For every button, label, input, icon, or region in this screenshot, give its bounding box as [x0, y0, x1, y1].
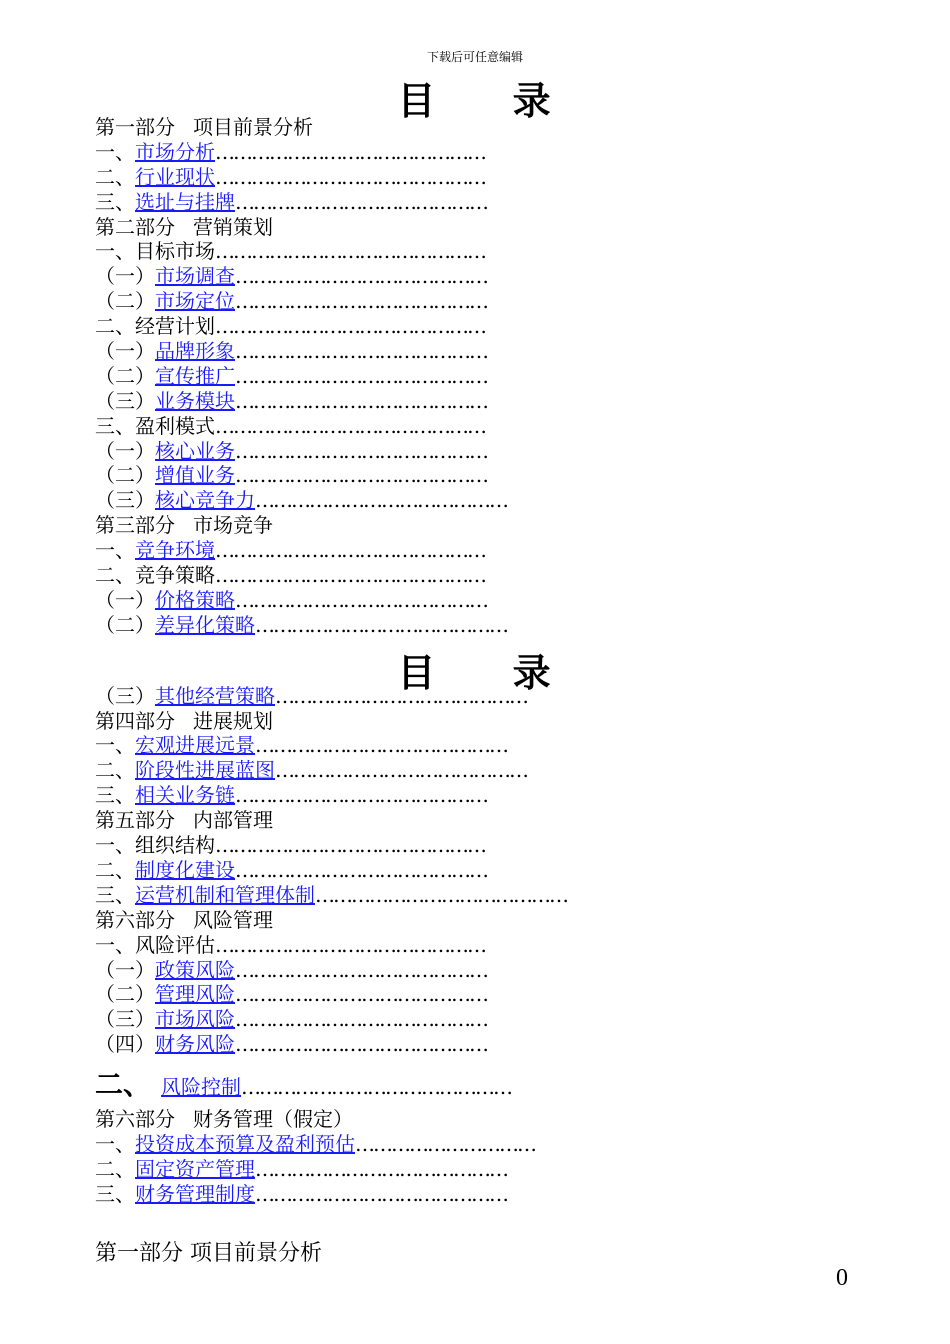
toc-leader-dots: ………………………………………: [215, 538, 485, 563]
toc-entry-prefix: （二）: [95, 289, 155, 314]
toc-entry: [95, 239, 915, 264]
toc-entry: [95, 463, 915, 488]
toc-link[interactable]: 财务管理制度: [135, 1181, 255, 1206]
toc-entry-prefix: 二、: [95, 1156, 135, 1181]
toc-entry-prefix: （一）: [95, 264, 155, 289]
toc-entry-prefix: 一、: [95, 1131, 135, 1156]
toc-title: 目 录: [397, 79, 553, 123]
toc-entry: [95, 414, 915, 439]
toc-entry: [95, 1032, 915, 1057]
toc-entry: [95, 883, 915, 908]
toc-entry-risk-control: [95, 1063, 915, 1107]
toc-entry-text: 进展规划: [193, 708, 273, 733]
toc-entry: [95, 140, 915, 165]
toc-entry: [95, 709, 915, 734]
toc-link[interactable]: 制度化建设: [135, 857, 235, 882]
toc-link[interactable]: 政策风险: [155, 957, 235, 982]
toc-entry-text: 目标市场: [135, 239, 215, 264]
toc-entry-text: 项目前景分析: [193, 115, 313, 139]
toc-entry: [95, 1107, 915, 1132]
toc-entry-prefix: 一、: [95, 733, 135, 758]
toc-link[interactable]: 价格策略: [155, 587, 235, 612]
toc-entry: [95, 165, 915, 190]
toc-leader-dots: ……………………………………: [235, 587, 487, 612]
toc-entry-prefix: 三、: [95, 882, 135, 907]
toc-leader-dots: ……………………………………: [235, 438, 487, 463]
toc-entry: [95, 289, 915, 314]
toc-entry-prefix: 一、: [95, 139, 135, 164]
toc-leader-dots: ……………………………………: [315, 882, 567, 907]
toc-link[interactable]: 宣传推广: [155, 363, 235, 388]
toc-entry: [95, 1182, 915, 1207]
toc-link[interactable]: 核心业务: [155, 438, 235, 463]
toc-entry-prefix: 二、: [95, 758, 135, 783]
toc-entry-prefix: 三、: [95, 189, 135, 214]
toc-entry-text: 经营计划: [135, 314, 215, 339]
section-heading: 第一部分 项目前景分析: [95, 1241, 322, 1266]
toc-entry: [95, 758, 915, 783]
toc-entry: [95, 908, 915, 933]
toc-leader-dots: ……………………………………: [235, 783, 487, 808]
toc-link[interactable]: 运营机制和管理体制: [135, 882, 315, 907]
toc-entry-prefix: （二）: [95, 363, 155, 388]
toc-link[interactable]: 财务风险: [155, 1032, 235, 1057]
toc-entry: [95, 215, 915, 240]
toc-entry: [95, 488, 915, 513]
toc-entry-prefix: 第五部分: [95, 808, 175, 833]
toc-link[interactable]: 风险控制: [161, 1075, 242, 1100]
toc-leader-dots: ………………………………………: [215, 314, 485, 339]
toc-leader-dots: ……………………………………: [275, 683, 527, 708]
toc-entry: [95, 314, 915, 339]
toc-entry-prefix: （一）: [95, 587, 155, 612]
toc-entry: [95, 513, 915, 538]
toc-entry: [95, 1157, 915, 1182]
toc-link[interactable]: 投资成本预算及盈利预估: [135, 1131, 355, 1156]
page-number: 0: [836, 1265, 848, 1291]
toc-entry: [95, 563, 915, 588]
toc-entry: [95, 1132, 915, 1157]
toc-leader-dots: ……………………………………: [235, 982, 487, 1007]
toc-leader-dots: ……………………………………: [255, 488, 507, 513]
toc-link[interactable]: 选址与挂牌: [135, 189, 235, 214]
toc-title-repeat: 目 录: [397, 651, 553, 695]
toc-entry: [95, 389, 915, 414]
toc-entry-prefix: 二、: [95, 857, 135, 882]
toc-entry-prefix: 二、: [95, 314, 135, 339]
toc-entry: [95, 588, 915, 613]
toc-entry-prefix: 三、: [95, 413, 135, 438]
toc-entry: [95, 339, 915, 364]
toc-leader-dots: ……………………………………: [235, 363, 487, 388]
toc-link[interactable]: 宏观进展远景: [135, 733, 255, 758]
toc-entry-text: 财务管理（假定）: [193, 1107, 353, 1132]
toc-entry: [95, 833, 915, 858]
toc-entry-prefix: 第一部分: [95, 115, 175, 139]
toc-leader-dots: ……………………………………: [235, 463, 487, 488]
toc-group-2: [95, 684, 915, 1057]
toc-leader-dots: ………………………………………: [215, 413, 485, 438]
toc-leader-dots: ……………………………………: [235, 1032, 487, 1057]
toc-leader-dots: ……………………………………: [235, 957, 487, 982]
toc-group-1: [95, 115, 915, 638]
toc-entry-prefix: （三）: [95, 683, 155, 708]
toc-entry-prefix: （四）: [95, 1032, 155, 1057]
toc-link[interactable]: 阶段性进展蓝图: [135, 758, 275, 783]
toc-leader-dots: ……………………………………: [235, 388, 487, 413]
toc-entry: [95, 982, 915, 1007]
toc-entry-prefix: 第六部分: [95, 907, 175, 932]
toc-entry: [95, 933, 915, 958]
header-note: 下载后可任意编辑: [426, 50, 523, 64]
toc-entry-text: 营销策划: [193, 214, 273, 239]
toc-entry-text: 风险评估: [135, 932, 215, 957]
toc-leader-dots: ……………………………………: [235, 1007, 487, 1032]
toc-entry: [95, 538, 915, 563]
toc-entry: [95, 808, 915, 833]
toc-entry-prefix: 第三部分: [95, 513, 175, 538]
toc-leader-dots: ………………………………………: [241, 1075, 512, 1100]
toc-entry-text: 风险管理: [193, 907, 273, 932]
toc-entry-prefix: （一）: [95, 438, 155, 463]
toc-entry: [95, 190, 915, 215]
toc-entry-prefix: 第六部分: [95, 1107, 175, 1132]
toc-leader-dots: ……………………………………: [255, 1156, 507, 1181]
toc-link[interactable]: 行业现状: [135, 164, 215, 189]
toc-leader-dots: ……………………………………: [255, 1181, 507, 1206]
toc-leader-dots: ………………………………………: [215, 833, 485, 858]
toc-entry: [95, 613, 915, 638]
toc-leader-dots: ……………………………………: [255, 733, 507, 758]
toc-link[interactable]: 市场分析: [135, 139, 215, 164]
toc-entry-prefix: 第二部分: [95, 214, 175, 239]
toc-entry-prefix: （三）: [95, 488, 155, 513]
toc-leader-dots: ……………………………………: [235, 289, 487, 314]
toc-link[interactable]: 市场定位: [155, 289, 235, 314]
toc-entry-prefix: （二）: [95, 982, 155, 1007]
toc-entry-prefix: （一）: [95, 957, 155, 982]
toc-link[interactable]: 固定资产管理: [135, 1156, 255, 1181]
toc-entry-prefix: 一、: [95, 833, 135, 858]
toc-entry-text: 组织结构: [135, 833, 215, 858]
toc-group-3: [95, 1107, 915, 1207]
toc-entry: [95, 733, 915, 758]
toc-leader-dots: ………………………………………: [215, 932, 485, 957]
toc-leader-dots: ……………………………………: [235, 857, 487, 882]
toc-entry: [95, 958, 915, 983]
toc-leader-dots: ………………………………………: [215, 139, 485, 164]
toc-entry-prefix: 一、: [95, 538, 135, 563]
toc-entry-prefix: （三）: [95, 1007, 155, 1032]
toc-link[interactable]: 管理风险: [155, 982, 235, 1007]
toc-entry: [95, 115, 915, 140]
toc-link[interactable]: 市场风险: [155, 1007, 235, 1032]
toc-link[interactable]: 差异化策略: [155, 612, 255, 637]
toc-entry: [95, 264, 915, 289]
toc-link[interactable]: 其他经营策略: [155, 683, 275, 708]
toc-entry-prefix: （二）: [95, 463, 155, 488]
toc-entry: [95, 783, 915, 808]
toc-entry-text: 内部管理: [193, 808, 273, 833]
toc-leader-dots: ……………………………………: [275, 758, 527, 783]
toc-entry-prefix: （三）: [95, 388, 155, 413]
toc-entry-prefix: 二、: [95, 563, 135, 588]
toc-entry-prefix: 二、: [95, 164, 135, 189]
toc-entry-text: 竞争策略: [135, 563, 215, 588]
toc-entry: [95, 858, 915, 883]
toc-entry-text: 盈利模式: [135, 413, 215, 438]
toc-entry-prefix: （二）: [95, 612, 155, 637]
toc-entry-prefix: 第四部分: [95, 708, 175, 733]
toc-link[interactable]: 增值业务: [155, 463, 235, 488]
toc-entry: [95, 364, 915, 389]
toc-entry: [95, 439, 915, 464]
toc-leader-dots: ………………………………………: [215, 164, 485, 189]
toc-link[interactable]: 品牌形象: [155, 339, 235, 364]
toc-entry: [95, 1007, 915, 1032]
toc-link[interactable]: 业务模块: [155, 388, 235, 413]
toc-entry-prefix: 一、: [95, 932, 135, 957]
toc-link[interactable]: 竞争环境: [135, 538, 215, 563]
toc-leader-dots: ……………………………………: [235, 339, 487, 364]
toc-entry-text: 市场竞争: [193, 513, 273, 538]
toc-link[interactable]: 相关业务链: [135, 783, 235, 808]
toc-entry-prefix: 一、: [95, 239, 135, 264]
toc-leader-dots: ……………………………………: [235, 264, 487, 289]
toc-entry-prefix: 三、: [95, 1181, 135, 1206]
toc-link[interactable]: 核心竞争力: [155, 488, 255, 513]
toc-entry-prefix: 三、: [95, 783, 135, 808]
toc-leader-dots: …………………………: [355, 1131, 535, 1156]
toc-link[interactable]: 市场调查: [155, 264, 235, 289]
toc-entry-prefix: 二、: [95, 1068, 152, 1102]
toc-leader-dots: ……………………………………: [255, 612, 507, 637]
toc-leader-dots: ………………………………………: [215, 563, 485, 588]
toc-leader-dots: ………………………………………: [215, 239, 485, 264]
toc-leader-dots: ……………………………………: [235, 189, 487, 214]
toc-entry-prefix: （一）: [95, 339, 155, 364]
